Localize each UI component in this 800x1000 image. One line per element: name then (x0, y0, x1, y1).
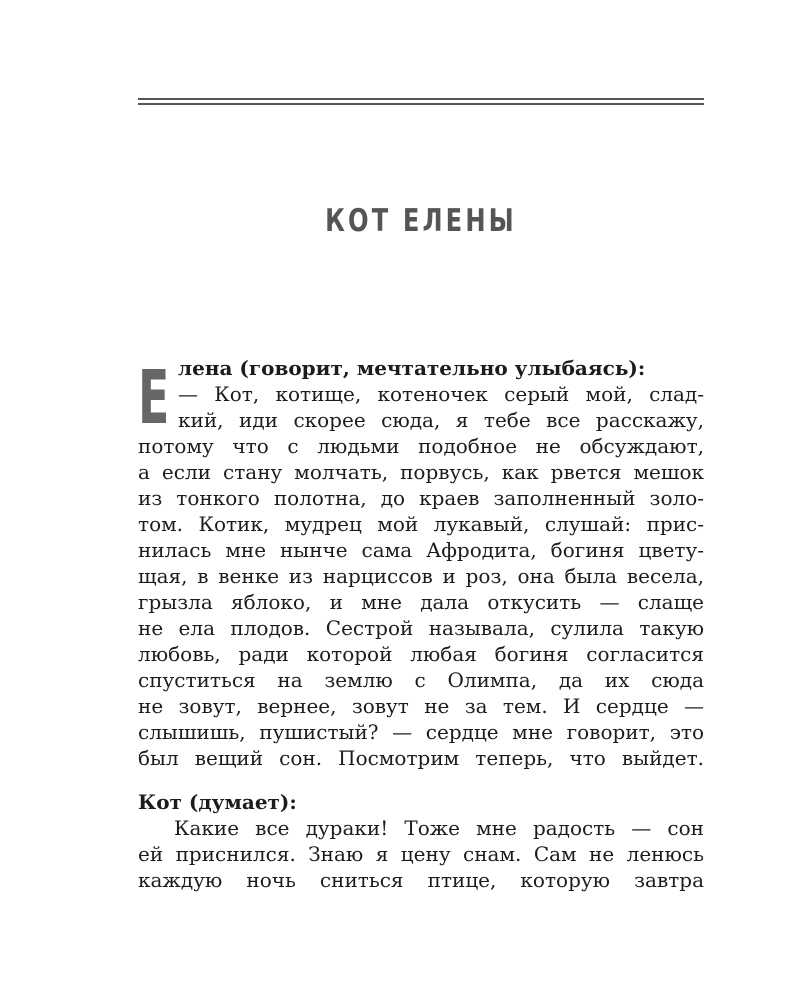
text-line: не зовут, вернее, зовут не за тем. И сердце — (138, 694, 704, 718)
speaker-line-elena: лена (говорит, мечтательно улыбаясь): (178, 356, 646, 380)
drop-cap: Е (138, 355, 170, 441)
text-line: слышишь, пушистый? — сердце мне говорит, это (138, 720, 704, 744)
text-line: кий, иди скорее сюда, я тебе все расскажу, (178, 408, 704, 432)
text-line: том. Котик, мудрец мой лукавый, слушай: прис- (138, 512, 704, 536)
text-line: из тонкого полотна, до краев заполненный золо- (138, 486, 704, 510)
text-line: каждую ночь сниться птице, которую завтра (138, 868, 704, 892)
text-line: щая, в венке из нарциссов и роз, она была весела, (138, 564, 704, 588)
text-line: спуститься на землю с Олимпа, да их сюда (138, 668, 704, 692)
text-line: — Кот, котище, котеночек серый мой, слад- (178, 382, 704, 406)
text-line: был вещий сон. Посмотрим теперь, что выйдет. (138, 746, 704, 770)
text-line: нилась мне нынче сама Афродита, богиня цвету- (138, 538, 704, 562)
header-rule-bottom (138, 103, 704, 105)
text-line: ей приснился. Знаю я цену снам. Сам не ленюсь (138, 842, 704, 866)
speaker-line-cat: Кот (думает): (138, 790, 297, 814)
text-line: любовь, ради которой любая богиня согласится (138, 642, 704, 666)
text-line: Какие все дураки! Тоже мне радость — сон (174, 816, 704, 840)
text-line: грызла яблоко, и мне дала откусить — слаще (138, 590, 704, 614)
header-rule-top (138, 98, 704, 100)
text-line: потому что с людьми подобное не обсуждают, (138, 434, 704, 458)
text-line: а если стану молчать, порвусь, как рвется мешок (138, 460, 704, 484)
chapter-title: КОТ ЕЛЕНЫ (325, 203, 517, 239)
text-line: не ела плодов. Сестрой называла, сулила такую (138, 616, 704, 640)
